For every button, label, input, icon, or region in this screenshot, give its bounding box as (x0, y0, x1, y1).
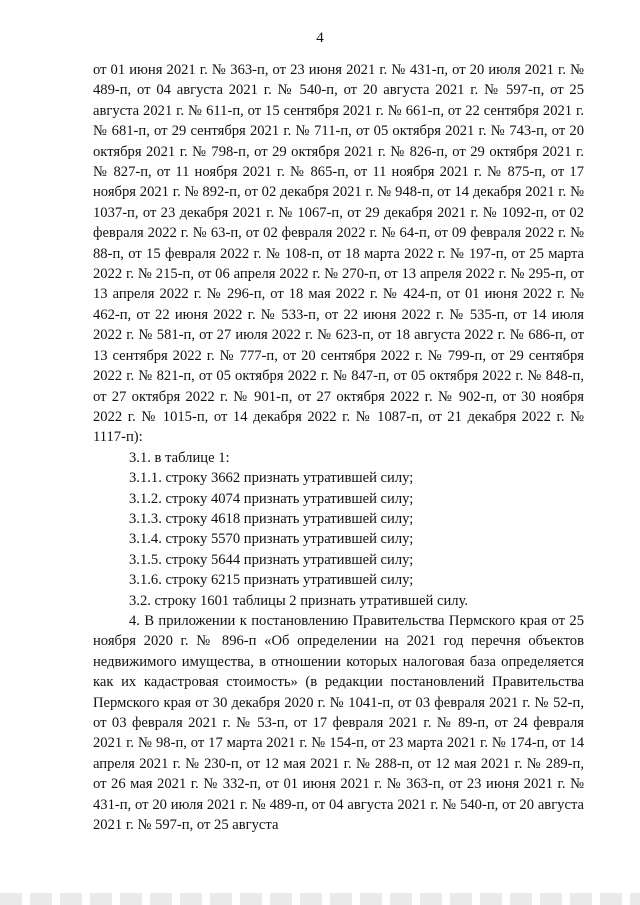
list-item: 3.1.3. строку 4618 признать утратившей силу; (129, 510, 414, 527)
list-item: 3.1. в таблице 1: (129, 449, 230, 466)
list-item: 3.1.6. строку 6215 признать утратившей силу; (129, 572, 414, 589)
page-number: 4 (316, 30, 324, 46)
paragraph-section-4: 4. В приложении к постановлению Правительства Пермского края от 25 ноября 2020 г. № 896-п «Об определении на 2021 год перечня объектов недвижимого имущества, в отношении которых налоговая база определяется как их кадастровая стоимость» (в редакции постановлений Правительства Пермского края от 30 декабря 2020 г. № 1041-п, от 03 февраля 2021 г. № 52-п, от 03 февраля 2021 г. № 53-п, от 17 февраля 2021 г. № 89-п, от 24 февраля 2021 г. № 98-п, от 17 марта 2021 г. № 154-п, от 23 марта 2021 г. № 174-п, от 14 апреля 2021 г. № 230-п, от 12 мая 2021 г. № 288-п, от 12 мая 2021 г. № 289-п, от 26 мая 2021 г. № 332-п, от 01 июня 2021 г. № 363-п, от 23 июня 2021 г. № 431-п, от 20 июля 2021 г. № 489-п, от 04 августа 2021 г. № 540-п, от 20 августа 2021 г. № 597-п, от 25 августа (93, 612, 584, 834)
list-item: 3.1.2. строку 4074 признать утратившей силу; (129, 490, 414, 507)
list-item: 3.1.5. строку 5644 признать утратившей силу; (129, 551, 414, 568)
list-item: 3.1.4. строку 5570 признать утратившей силу; (129, 531, 414, 548)
scan-edge-artifact (0, 893, 640, 905)
document-body (93, 60, 584, 835)
list-item: 3.1.1. строку 3662 признать утратившей силу; (129, 470, 414, 487)
list-item: 3.2. строку 1601 таблицы 2 признать утратившей силу. (129, 592, 469, 609)
amendment-list (93, 448, 584, 611)
paragraph-continuation: от 01 июня 2021 г. № 363-п, от 23 июня 2021 г. № 431-п, от 20 июля 2021 г. № 489-п, от 04 августа 2021 г. № 540-п, от 20 августа 2021 г. № 597-п, от 25 августа 2021 г. № 611-п, от 15 сентября 2021 г. № 661-п, от 22 сентября 2021 г. № 681-п, от 29 сентября 2021 г. № 711-п, от 05 октября 2021 г. № 743-п, от 20 октября 2021 г. № 798-п, от 29 октября 2021 г. № 826-п, от 29 октября 2021 г. № 827-п, от 11 ноября 2021 г. № 865-п, от 11 ноября 2021 г. № 875-п, от 17 ноября 2021 г. № 892-п, от 02 декабря 2021 г. № 948-п, от 14 декабря 2021 г. № 1037-п, от 23 декабря 2021 г. № 1067-п, от 29 декабря 2021 г. № 1092-п, от 02 февраля 2022 г. № 63-п, от 02 февраля 2022 г. № 64-п, от 09 февраля 2022 г. № 88-п, от 15 февраля 2022 г. № 108-п, от 18 марта 2022 г. № 197-п, от 25 марта 2022 г. № 215-п, от 06 апреля 2022 г. № 270-п, от 13 апреля 2022 г. № 295-п, от 13 апреля 2022 г. № 296-п, от 18 мая 2022 г. № 424-п, от 01 июня 2022 г. № 462-п, от 22 июня 2022 г. № 533-п, от 22 июня 2022 г. № 535-п, от 14 июля 2022 г. № 581-п, от 27 июля 2022 г. № 623-п, от 18 августа 2022 г. № 686-п, от 13 сентября 2022 г. № 777-п, от 20 сентября 2022 г. № 799-п, от 29 сентября 2022 г. № 821-п, от 05 октября 2022 г. № 847-п, от 05 октября 2022 г. № 848-п, от 27 октября 2022 г. № 901-п, от 27 октября 2022 г. № 902-п, от 30 ноября 2022 г. № 1015-п, от 14 декабря 2022 г. № 1087-п, от 21 декабря 2022 г. № 1117-п): (93, 62, 584, 446)
